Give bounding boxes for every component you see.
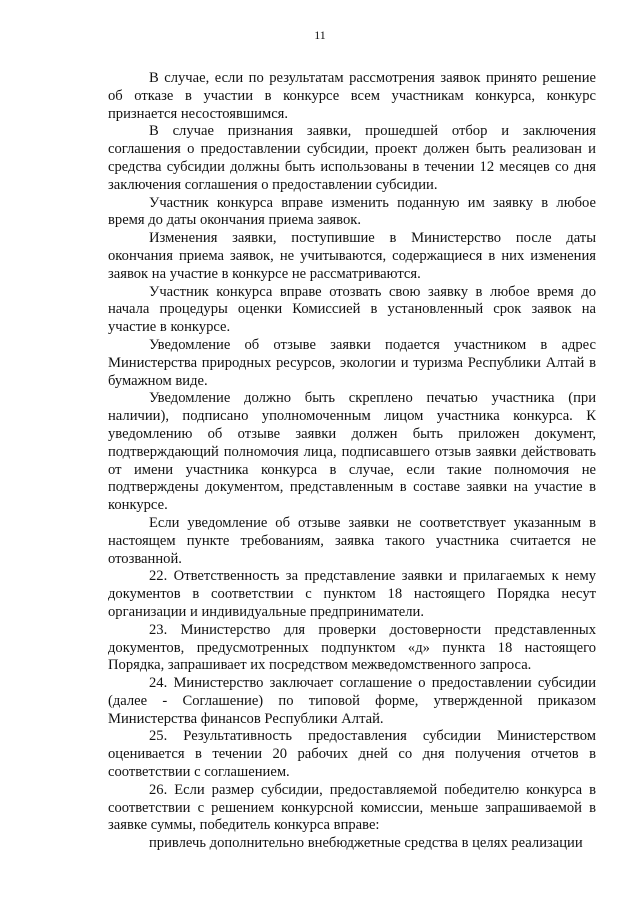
paragraph: Уведомление об отзыве заявки подается участником в адрес Министерства природных ресурсов, экологии и туризма Республики Алтай в бумажном виде. [108,336,596,389]
paragraph: Изменения заявки, поступившие в Министерство после даты окончания приема заявок, не учитываются, содержащиеся в них изменения заявок на участие в конкурсе не рассматриваются. [108,230,596,282]
paragraph: Уведомление должно быть скреплено печатью участника (при наличии), подписано уполномоченным лицом участника конкурса. К уведомлению об отзыве заявки должен быть приложен документ, подтверждающий полномочия лица, подписавшего отзыв заявки действовать от имени участника конкурса в случае, если такие полномочия не подтверждены документом, представленным в составе заявки на участие в конкурсе. [108,390,596,514]
paragraph: 26. Если размер субсидии, предоставляемой победителю конкурса в соответствии с решением конкурсной комиссии, меньше запрашиваемой в заявке суммы, победитель конкурса вправе: [108,781,596,834]
paragraph: В случае, если по результатам рассмотрения заявок принято решение об отказе в участии в конкурсе всем участникам конкурса, конкурс признается несостоявшимся. [108,70,596,122]
paragraph: Участник конкурса вправе изменить поданную им заявку в любое время до даты окончания приема заявок. [108,194,596,229]
paragraph: 22. Ответственность за представление заявки и прилагаемых к нему документов в соответствии с пунктом 18 настоящего Порядка несут организации и индивидуальные предприниматели. [108,568,596,620]
page-number: 11 [314,28,326,42]
paragraph: 24. Министерство заключает соглашение о предоставлении субсидии (далее - Соглашение) по типовой форме, утвержденной приказом Министерства финансов Республики Алтай. [108,675,596,727]
paragraph: В случае признания заявки, прошедшей отбор и заключения соглашения о предоставлении субсидии, проект должен быть реализован и средства субсидии должны быть использованы в течении 12 месяцев со дня заключения соглашения о предоставлении субсидии. [108,123,596,193]
paragraph: Если уведомление об отзыве заявки не соответствует указанным в настоящем пункте требованиям, заявка такого участника считается не отозванной. [108,514,596,567]
paragraph: Участник конкурса вправе отозвать свою заявку в любое время до начала процедуры оценки Комиссией в установленный срок заявок на участие в конкурсе. [108,283,596,336]
body-text [108,70,596,853]
paragraph: привлечь дополнительно внебюджетные средства в целях реализации [149,835,583,852]
paragraph: 25. Результативность предоставления субсидии Министерством оценивается в течении 20 рабочих дней со дня получения отчетов в соответствии с соглашением. [108,728,596,781]
paragraph: 23. Министерство для проверки достоверности представленных документов, предусмотренных подпунктом «д» пункта 18 настоящего Порядка, запрашивает их посредством межведомственного запроса. [108,621,596,674]
